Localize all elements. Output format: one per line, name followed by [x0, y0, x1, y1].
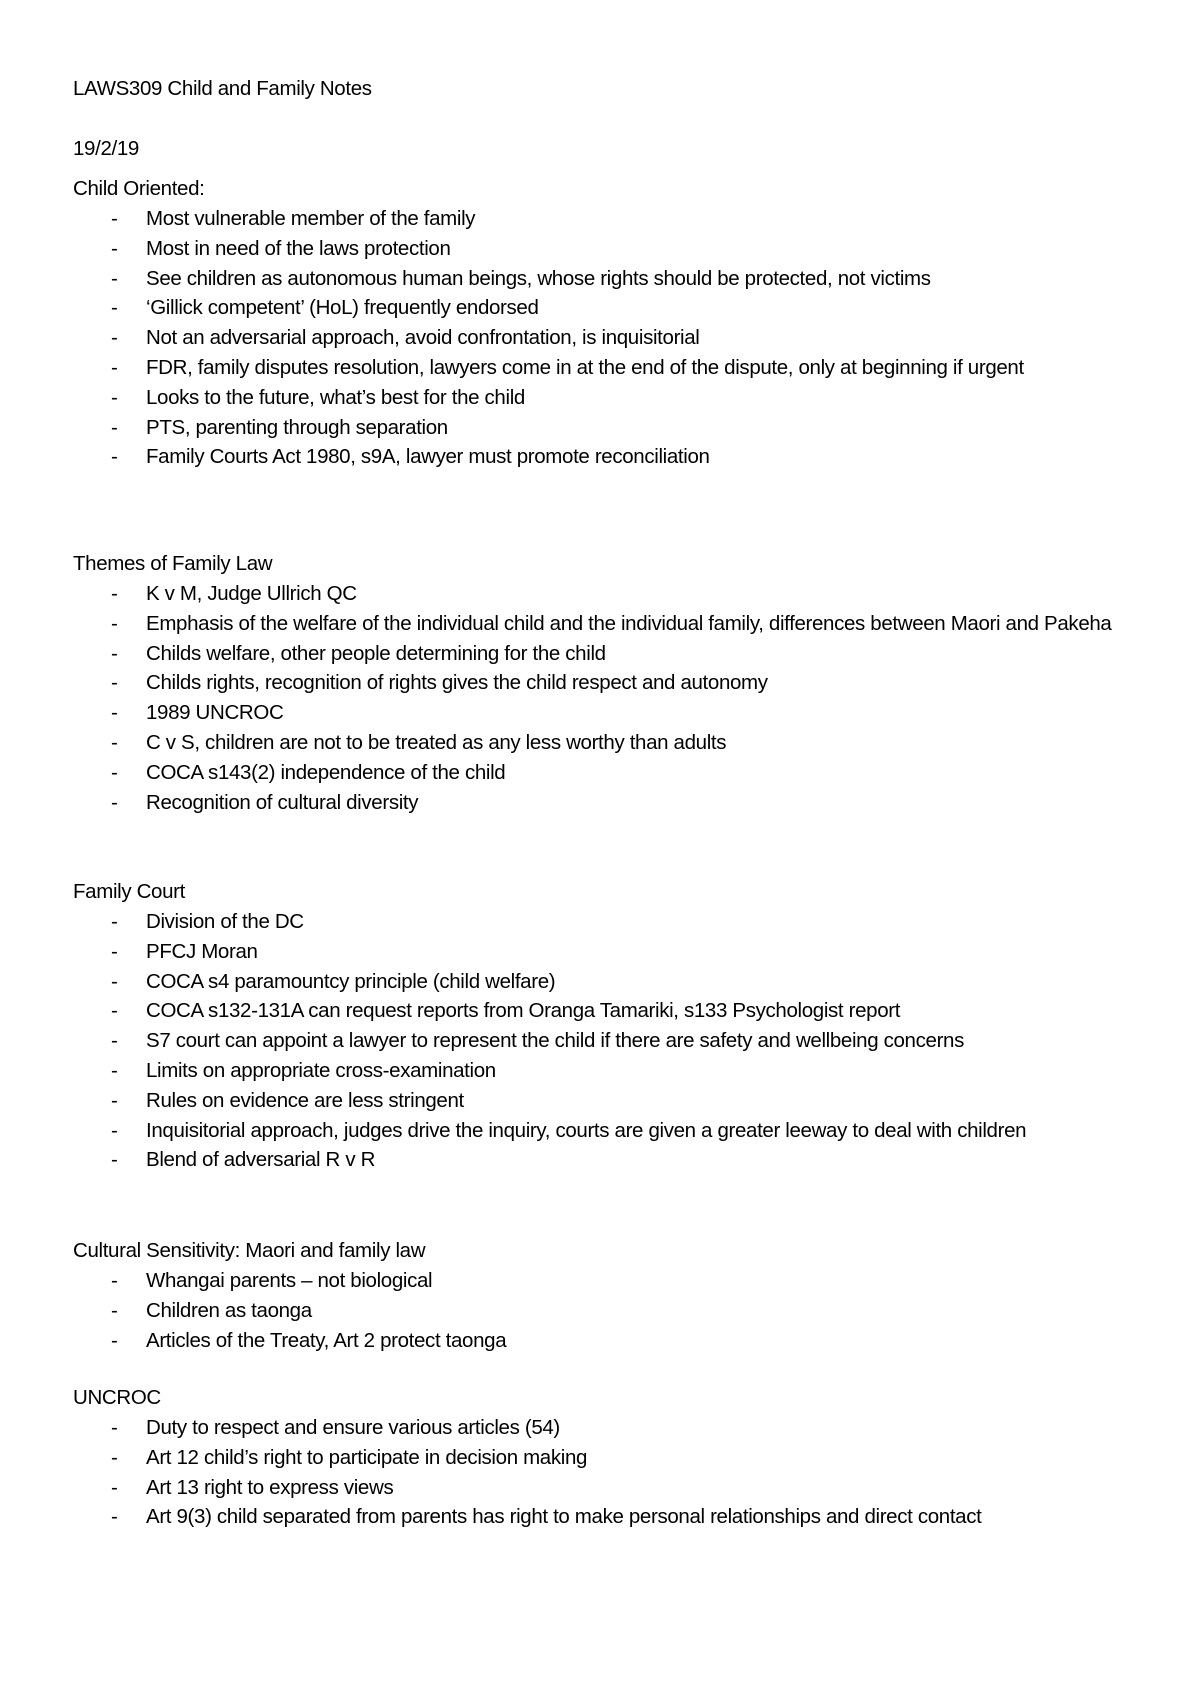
document-date: 19/2/19 [73, 137, 139, 160]
section-heading: Child Oriented: [73, 177, 205, 200]
list-item: - Limits on appropriate cross-examination [73, 1056, 1133, 1086]
list-item: - PFCJ Moran [73, 937, 1133, 967]
section-heading: Themes of Family Law [73, 552, 273, 575]
bullet-list [73, 1413, 1133, 1532]
list-item: - Childs welfare, other people determining for the child [73, 639, 1133, 669]
bullet-list [73, 907, 1133, 1175]
list-item: - FDR, family disputes resolution, lawyers come in at the end of the dispute, only at beginning if urgent [73, 353, 1133, 383]
list-item: - K v M, Judge Ullrich QC [73, 579, 1133, 609]
list-item: - Duty to respect and ensure various articles (54) [73, 1413, 1133, 1443]
list-item: - Inquisitorial approach, judges drive the inquiry, courts are given a greater leeway to deal with children [73, 1116, 1133, 1146]
section-heading: Family Court [73, 880, 185, 903]
list-item: - Family Courts Act 1980, s9A, lawyer must promote reconciliation [73, 442, 1133, 472]
list-item: - Art 9(3) child separated from parents has right to make personal relationships and direct contact [73, 1502, 1133, 1532]
section-child-oriented [73, 174, 1133, 472]
list-item: - Art 12 child’s right to participate in decision making [73, 1443, 1133, 1473]
list-item: - Most in need of the laws protection [73, 234, 1133, 264]
list-item: - COCA s132-131A can request reports from Oranga Tamariki, s133 Psychologist report [73, 996, 1133, 1026]
list-item: - Articles of the Treaty, Art 2 protect taonga [73, 1326, 1133, 1356]
section-cultural-sensitivity [73, 1236, 1133, 1355]
section-uncroc [73, 1383, 1133, 1532]
list-item: - Emphasis of the welfare of the individual child and the individual family, differences between Maori and Pakeha [73, 609, 1133, 639]
list-item: - Childs rights, recognition of rights gives the child respect and autonomy [73, 668, 1133, 698]
list-item: - Art 13 right to express views [73, 1473, 1133, 1503]
bullet-list [73, 579, 1133, 817]
section-heading: Cultural Sensitivity: Maori and family law [73, 1239, 426, 1262]
section-family-court [73, 877, 1133, 1175]
list-item: - COCA s143(2) independence of the child [73, 758, 1133, 788]
list-item: - C v S, children are not to be treated as any less worthy than adults [73, 728, 1133, 758]
list-item: - Division of the DC [73, 907, 1133, 937]
list-item: - Children as taonga [73, 1296, 1133, 1326]
section-themes-of-family-law [73, 549, 1133, 817]
list-item: - Recognition of cultural diversity [73, 788, 1133, 818]
list-item: - 1989 UNCROC [73, 698, 1133, 728]
list-item: - S7 court can appoint a lawyer to represent the child if there are safety and wellbeing concerns [73, 1026, 1133, 1056]
list-item: - Blend of adversarial R v R [73, 1145, 1133, 1175]
list-item: - Whangai parents – not biological [73, 1266, 1133, 1296]
list-item: - Looks to the future, what’s best for the child [73, 383, 1133, 413]
list-item: - ‘Gillick competent’ (HoL) frequently endorsed [73, 293, 1133, 323]
document-title: LAWS309 Child and Family Notes [73, 77, 372, 100]
bullet-list [73, 1266, 1133, 1355]
section-heading: UNCROC [73, 1386, 161, 1409]
list-item: - Not an adversarial approach, avoid confrontation, is inquisitorial [73, 323, 1133, 353]
list-item: - See children as autonomous human beings, whose rights should be protected, not victims [73, 264, 1133, 294]
list-item: - Most vulnerable member of the family [73, 204, 1133, 234]
list-item: - COCA s4 paramountcy principle (child welfare) [73, 967, 1133, 997]
list-item: - PTS, parenting through separation [73, 413, 1133, 443]
bullet-list [73, 204, 1133, 472]
list-item: - Rules on evidence are less stringent [73, 1086, 1133, 1116]
